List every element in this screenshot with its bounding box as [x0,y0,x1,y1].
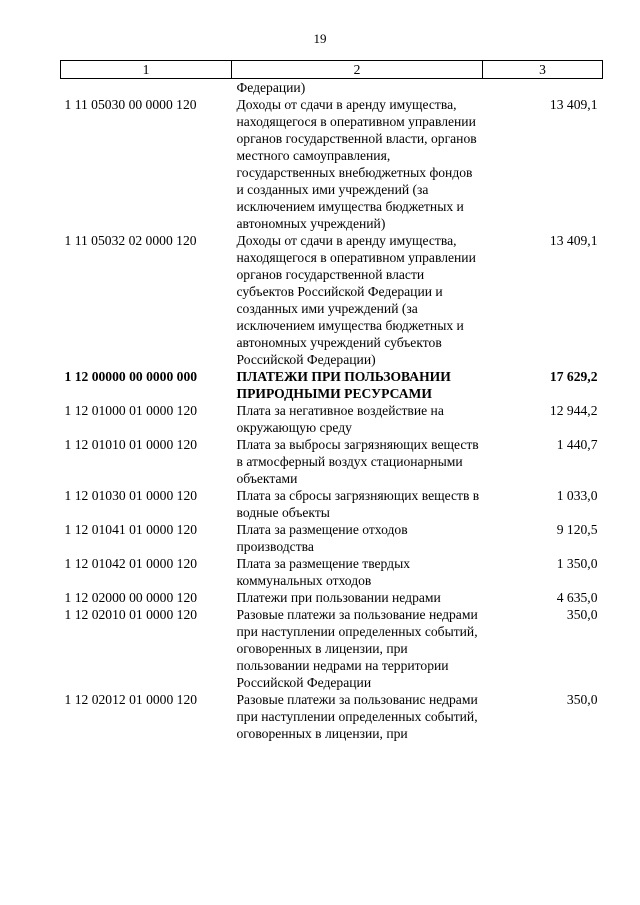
row-amount: 4 635,0 [556,590,598,605]
table-row [61,589,603,606]
table-row [61,521,603,555]
row-name: ПЛАТЕЖИ ПРИ ПОЛЬЗОВАНИИ ПРИРОДНЫМИ РЕСУРСАМИ [236,369,451,401]
row-name: Доходы от сдачи в аренду имущества, находящегося в оперативном управлении органов государственной власти субъектов Российской Федерации и созданных ими учреждений (за исключением имущества бюджетных и автономных учреждений субъектов Российской Федерации) [236,233,476,367]
row-code: 1 12 01042 01 0000 120 [64,556,198,571]
row-name: Федерации) [236,80,306,95]
table-row [61,555,603,589]
table-row [61,368,603,402]
column-header-amount: 3 [483,61,603,79]
row-amount: 350,0 [566,692,598,707]
row-code: 1 12 01030 01 0000 120 [64,488,198,503]
row-code: 1 12 00000 00 0000 000 [64,369,198,384]
table-row [61,79,603,97]
row-code: 1 12 01000 01 0000 120 [64,403,198,418]
row-name: Разовые платежи за пользование недрами при наступлении определенных событий, оговоренных в лицензии, при пользовании недрами на территории Российской Федерации [236,607,478,690]
table-row [61,691,603,742]
table-row [61,402,603,436]
row-code: 1 12 02000 00 0000 120 [64,590,198,605]
row-amount: 350,0 [566,607,598,622]
row-code: 1 12 01041 01 0000 120 [64,522,198,537]
table-row [61,436,603,487]
row-amount: 13 409,1 [549,233,598,248]
row-code: 1 11 05032 02 0000 120 [64,233,197,248]
row-code [61,79,232,97]
row-amount: 17 629,2 [549,369,598,384]
row-name: Доходы от сдачи в аренду имущества, находящегося в оперативном управлении органов государственной власти, органов местного самоуправления, государственных внебюджетных фондов и созданных ими учреждений (за исключением имущества бюджетных и автономных учреждений) [236,97,477,231]
row-code: 1 12 02012 01 0000 120 [64,692,198,707]
row-amount: 13 409,1 [549,97,598,112]
row-name: Плата за размещение отходов производства [236,522,408,554]
table-row [61,232,603,368]
table-row [61,606,603,691]
row-amount: 1 350,0 [556,556,598,571]
row-name: Платежи при пользовании недрами [236,590,441,605]
table-body [61,79,603,743]
table-row [61,487,603,521]
table-header-row [61,61,603,79]
table-row [61,96,603,232]
row-amount: 9 120,5 [556,522,598,537]
row-name: Плата за сбросы загрязняющих веществ в водные объекты [236,488,480,520]
row-name: Плата за негативное воздействие на окружающую среду [236,403,444,435]
row-code: 1 12 02010 01 0000 120 [64,607,198,622]
column-header-name: 2 [232,61,483,79]
row-amount [483,79,603,97]
row-amount: 12 944,2 [549,403,598,418]
row-name: Плата за размещение твердых коммунальных отходов [236,556,411,588]
row-amount: 1 440,7 [556,437,598,452]
row-name: Разовые платежи за пользованис недрами при наступлении определенных событий, оговоренных в лицензии, при [236,692,478,741]
budget-income-table [60,60,603,742]
row-code: 1 11 05030 00 0000 120 [64,97,197,112]
column-header-code: 1 [61,61,232,79]
row-name: Плата за выбросы загрязняющих веществ в атмосферный воздух стационарными объектами [236,437,479,486]
row-amount: 1 033,0 [556,488,598,503]
page-number: 19 [313,31,327,46]
row-code: 1 12 01010 01 0000 120 [64,437,198,452]
